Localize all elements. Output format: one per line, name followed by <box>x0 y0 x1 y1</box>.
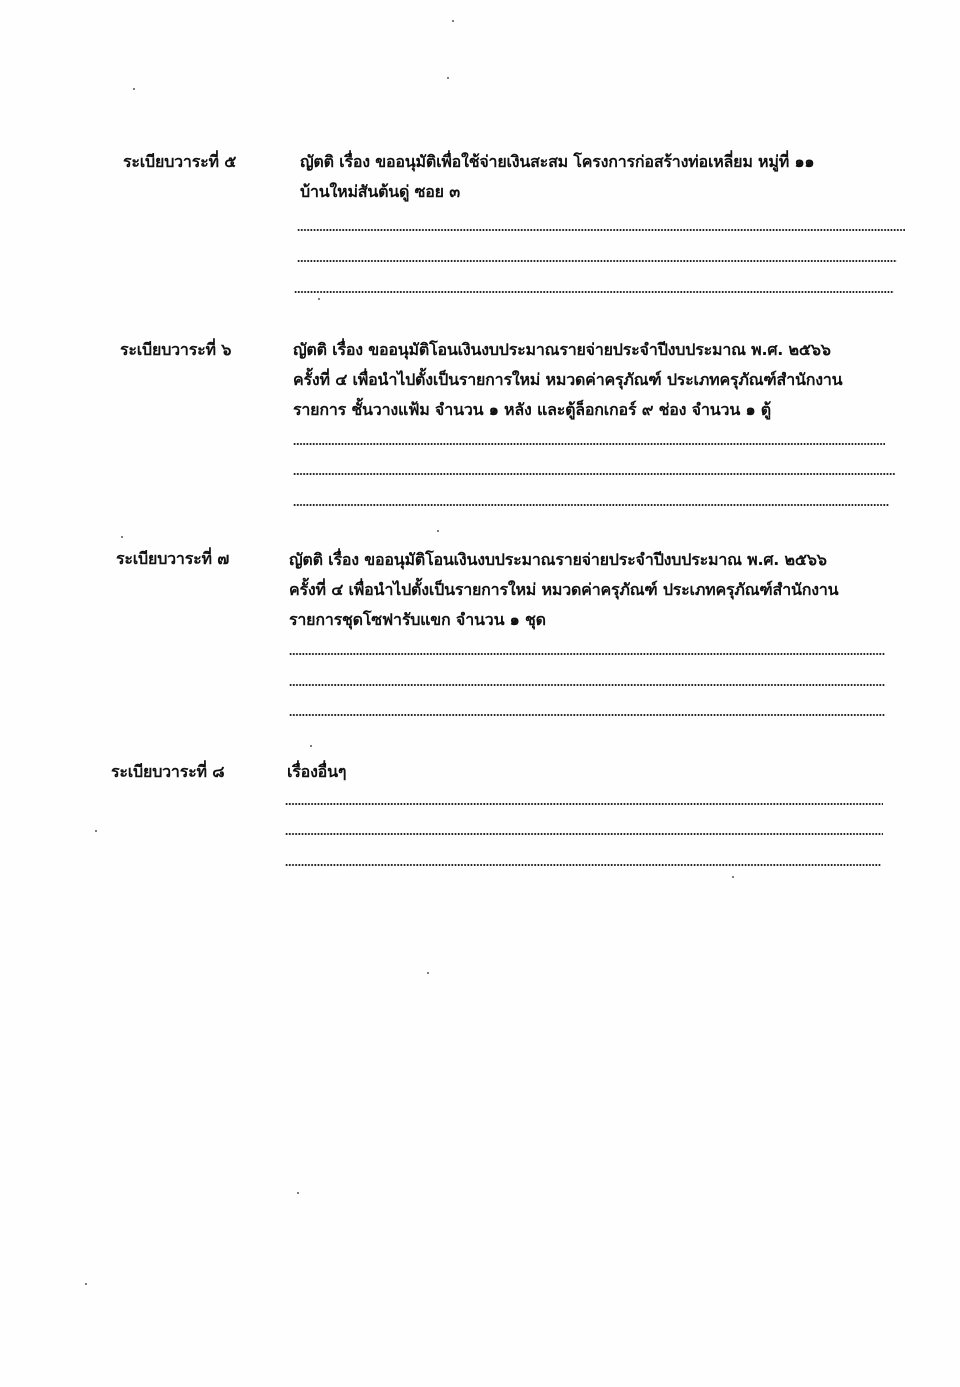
text-line: ญัตติ เรื่อง ขออนุมัติเพื่อใช้จ่ายเงินสะสม โครงการก่อสร้างท่อเหลี่ยม หมู่ที่ ๑๑ <box>300 152 815 171</box>
scan-speck <box>133 88 135 90</box>
agenda-item-text <box>300 147 814 207</box>
scan-speck <box>121 536 123 538</box>
agenda-item-text <box>293 335 842 425</box>
scan-speck <box>732 876 734 878</box>
blank-fill-line <box>293 473 895 475</box>
agenda-item-label: ระเบียบวาระที่ ๖ <box>120 340 232 359</box>
agenda-item-label: ระเบียบวาระที่ ๕ <box>123 152 237 171</box>
blank-fill-line <box>285 864 881 866</box>
text-line: ครั้งที่ ๔ เพื่อนำไปตั้งเป็นรายการใหม่ หมวดค่าครุภัณฑ์ ประเภทครุภัณฑ์สำนักงาน <box>289 580 839 599</box>
agenda-item-text <box>289 545 838 635</box>
scan-speck <box>297 1192 299 1194</box>
scan-speck <box>452 20 454 22</box>
blank-fill-line <box>294 291 894 293</box>
text-line: ญัตติ เรื่อง ขออนุมัติโอนเงินงบประมาณรายจ่ายประจำปีงบประมาณ พ.ศ. ๒๕๖๖ <box>293 340 831 359</box>
blank-fill-line <box>285 803 883 805</box>
blank-fill-line <box>293 443 885 445</box>
scan-speck <box>447 77 449 79</box>
text-line: ญัตติ เรื่อง ขออนุมัติโอนเงินงบประมาณรายจ่ายประจำปีงบประมาณ พ.ศ. ๒๕๖๖ <box>289 550 827 569</box>
agenda-item-text <box>287 757 346 787</box>
blank-fill-line <box>289 653 885 655</box>
blank-fill-line <box>293 504 889 506</box>
text-line: รายการ ชั้นวางแฟ้ม จำนวน ๑ หลัง และตู้ล็อกเกอร์ ๙ ช่อง จำนวน ๑ ตู้ <box>293 400 771 419</box>
agenda-item-label: ระเบียบวาระที่ ๘ <box>111 762 225 781</box>
text-line: เรื่องอื่นๆ <box>287 762 347 781</box>
text-line: บ้านใหม่สันต้นดู่ ซอย ๓ <box>300 182 460 201</box>
blank-fill-line <box>297 260 897 262</box>
blank-fill-line <box>285 833 883 835</box>
blank-fill-line <box>297 229 905 231</box>
scan-speck <box>437 530 439 532</box>
scan-speck <box>95 830 97 832</box>
text-line: รายการชุดโซฟารับแขก จำนวน ๑ ชุด <box>289 610 546 629</box>
scan-speck <box>85 1283 87 1285</box>
agenda-item-label: ระเบียบวาระที่ ๗ <box>116 549 230 568</box>
scan-speck <box>318 298 320 300</box>
text-line: ครั้งที่ ๔ เพื่อนำไปตั้งเป็นรายการใหม่ หมวดค่าครุภัณฑ์ ประเภทครุภัณฑ์สำนักงาน <box>293 370 843 389</box>
blank-fill-line <box>289 714 885 716</box>
blank-fill-line <box>289 684 885 686</box>
scan-speck <box>310 745 312 747</box>
scan-speck <box>427 972 429 974</box>
